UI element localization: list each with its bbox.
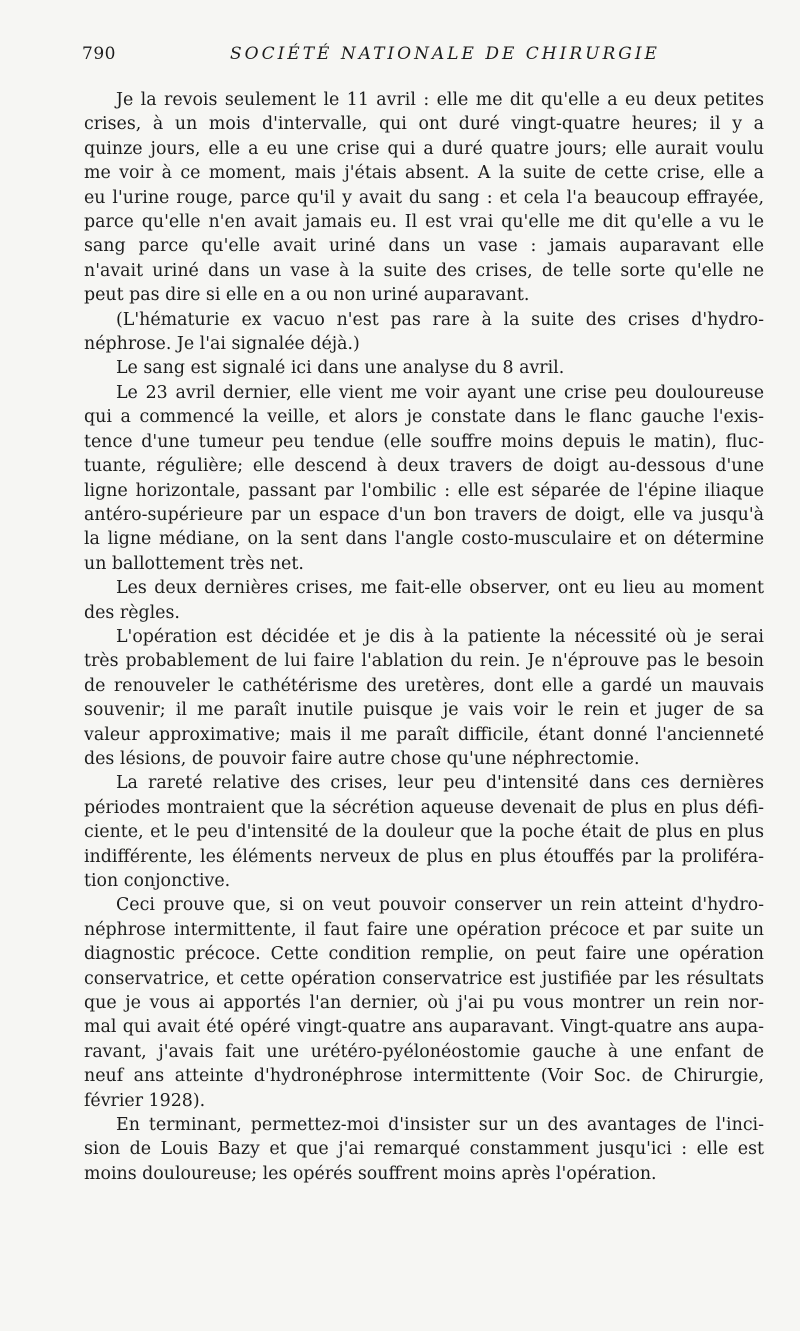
article-body (84, 88, 764, 1186)
text-line: L'opération est décidée et je dis à la patiente la nécessité où je serai (116, 626, 764, 647)
text-line: indifférente, les éléments nerveux de plus en plus étouffés par la proliféra- (84, 846, 764, 867)
text-line: antéro-supérieure par un espace d'un bon travers de doigt, elle va jusqu'à (84, 504, 764, 525)
paragraph (84, 576, 764, 625)
text-line: Les deux dernières crises, me fait-elle observer, ont eu lieu au moment (116, 578, 764, 599)
text-line: Le sang est signalé ici dans une analyse du 8 avril. (116, 358, 565, 379)
text-line: crises, à un mois d'intervalle, qui ont duré vingt-quatre heures; il y a (84, 114, 764, 135)
text-line: La rareté relative des crises, leur peu d'intensité dans ces dernières (116, 773, 764, 794)
paragraph (84, 88, 764, 308)
paragraph (84, 625, 764, 771)
text-line: peut pas dire si elle en a ou non uriné auparavant. (84, 285, 530, 306)
text-line: néphrose intermittente, il faut faire une opération précoce et par suite un (84, 919, 764, 940)
text-line: qui a commencé la veille, et alors je constate dans le flanc gauche l'exis- (84, 407, 764, 428)
text-line: valeur approximative; mais il me paraît difficile, étant donné l'ancienneté (84, 724, 764, 745)
text-line: tuante, régulière; elle descend à deux travers de doigt au-dessous d'une (84, 456, 764, 477)
paragraph (84, 771, 764, 893)
paragraph (84, 1113, 764, 1186)
text-line: tion conjonctive. (84, 871, 231, 891)
text-line: des règles. (84, 602, 180, 623)
text-line: sang parce qu'elle avait uriné dans un vase : jamais auparavant elle (84, 236, 764, 257)
paragraph (84, 356, 764, 380)
text-line: neuf ans atteinte d'hydronéphrose intermittente (Voir Soc. de Chirurgie, (84, 1066, 764, 1087)
page-number: 790 (82, 44, 116, 64)
text-line: me voir à ce moment, mais j'étais absent. A la suite de cette crise, elle a (84, 163, 764, 184)
text-line: très probablement de lui faire l'ablation du rein. Je n'éprouve pas le besoin (84, 651, 764, 672)
text-line: (L'hématurie ex vacuo n'est pas rare à la suite des crises d'hydro- (116, 309, 764, 330)
paragraph (84, 308, 764, 357)
text-line: sion de Louis Bazy et que j'ai remarqué constamment jusqu'ici : elle est (84, 1139, 764, 1160)
text-line: Je la revois seulement le 11 avril : elle me dit qu'elle a eu deux petites (116, 90, 764, 110)
text-line: moins douloureuse; les opérés souffrent moins après l'opération. (84, 1163, 657, 1184)
text-line: de renouveler le cathétérisme des uretères, dont elle a gardé un mauvais (84, 675, 764, 696)
text-line: février 1928). (84, 1090, 206, 1111)
text-line: En terminant, permettez-moi d'insister sur un des avantages de l'inci- (116, 1115, 764, 1136)
text-line: néphrose. Je l'ai signalée déjà.) (84, 334, 360, 355)
text-line: périodes montraient que la sécrétion aqueuse devenait de plus en plus défi- (84, 797, 764, 818)
text-line: Le 23 avril dernier, elle vient me voir ayant une crise peu douloureuse (116, 382, 764, 403)
text-line: n'avait uriné dans un vase à la suite des crises, de telle sorte qu'elle ne (84, 260, 764, 281)
text-line: mal qui avait été opéré vingt-quatre ans auparavant. Vingt-quatre ans aupa- (84, 1017, 764, 1038)
text-line: ligne horizontale, passant par l'ombilic : elle est séparée de l'épine iliaque (84, 480, 764, 501)
paragraph (84, 893, 764, 1113)
text-line: ciente, et le peu d'intensité de la douleur que la poche était de plus en plus (84, 822, 764, 843)
text-line: conservatrice, et cette opération conservatrice est justifiée par les résultats (84, 968, 764, 989)
text-line: diagnostic précoce. Cette condition remplie, on peut faire une opération (84, 944, 764, 965)
text-line: que je vous ai apportés l'an dernier, où j'ai pu vous montrer un rein nor- (84, 993, 764, 1014)
text-line: des lésions, de pouvoir faire autre chose qu'une néphrectomie. (84, 748, 640, 769)
text-line: quinze jours, elle a eu une crise qui a duré quatre jours; elle aurait voulu (84, 138, 764, 159)
paragraph (84, 381, 764, 576)
text-line: ravant, j'avais fait une urétéro-pyélonéostomie gauche à une enfant de (84, 1041, 764, 1062)
text-line: un ballottement très net. (84, 553, 304, 574)
text-line: Ceci prouve que, si on veut pouvoir conserver un rein atteint d'hydro- (116, 895, 764, 916)
text-line: souvenir; il me paraît inutile puisque je vais voir le rein et juger de sa (84, 700, 764, 721)
text-line: parce qu'elle n'en avait jamais eu. Il est vrai qu'elle me dit qu'elle a vu le (84, 212, 764, 233)
text-line: tence d'une tumeur peu tendue (elle souffre moins depuis le matin), fluc- (84, 431, 764, 452)
text-line: eu l'urine rouge, parce qu'il y avait du sang : et cela l'a beaucoup effrayée, (84, 187, 764, 208)
text-line: la ligne médiane, on la sent dans l'angle costo-musculaire et on détermine (84, 529, 764, 550)
running-head: SOCIÉTÉ NATIONALE DE CHIRURGIE (230, 44, 660, 64)
